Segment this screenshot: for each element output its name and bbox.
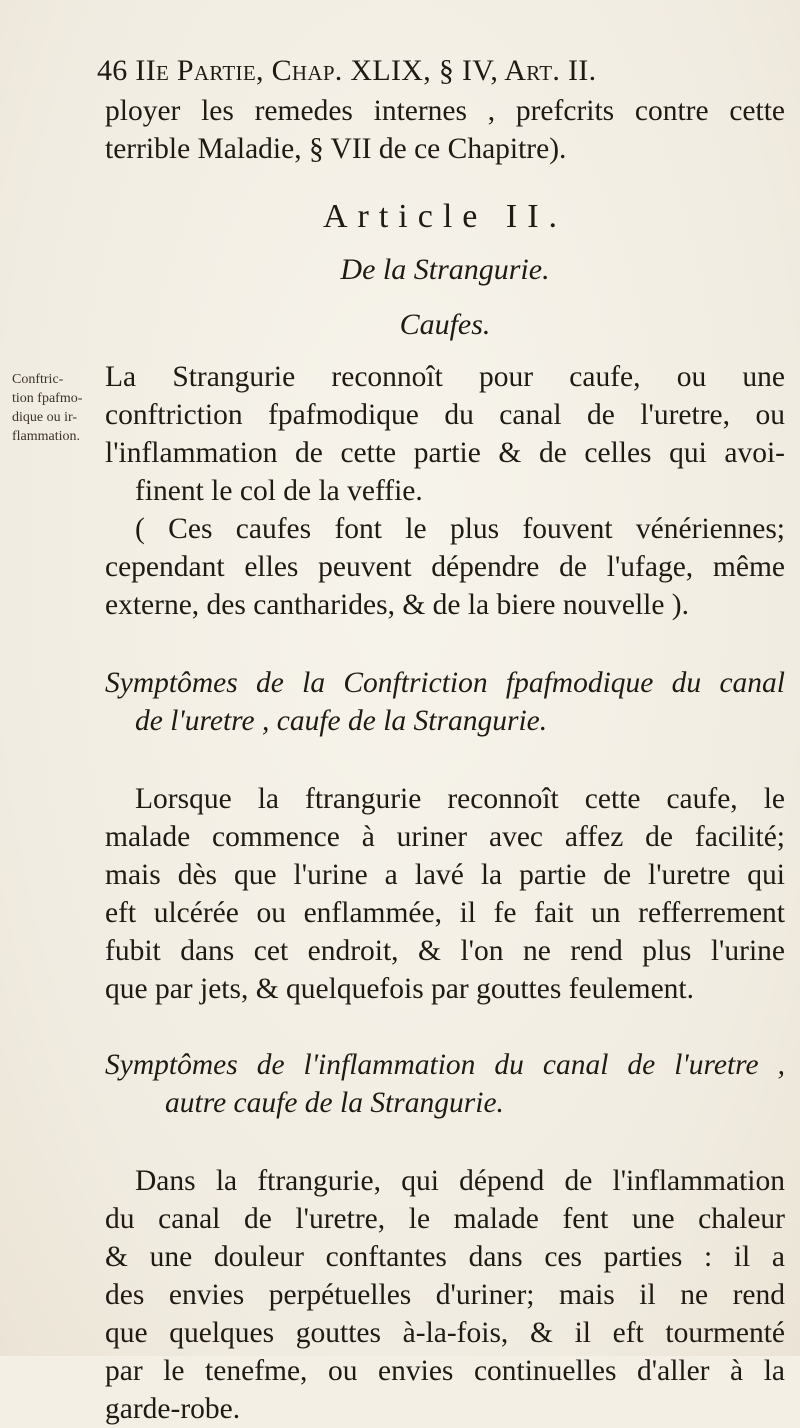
margin-note xyxy=(12,370,102,446)
text-line: finent le col de la veffie. xyxy=(135,475,423,507)
text-line: externe, des cantharides, & de la biere nouvelle ). xyxy=(105,589,690,621)
text-line: des envies perpétuelles d'uriner; mais il ne rend xyxy=(105,1279,785,1311)
section-title: De la Strangurie. xyxy=(340,253,550,286)
text-line: ployer les remedes internes , prefcrits contre cette xyxy=(105,95,785,127)
text-line: Dans la ftrangurie, qui dépend de l'inflammation xyxy=(135,1165,785,1197)
running-header xyxy=(97,54,596,88)
causes-title: Caufes. xyxy=(399,308,491,341)
text-line: du canal de l'uretre, le malade fent une chaleur xyxy=(105,1203,785,1235)
margin-note-line: Conftric- xyxy=(12,372,64,387)
text-line: mais dès que l'urine a lavé la partie de l'uretre qui xyxy=(105,859,785,891)
margin-note-line: dique ou ir- xyxy=(12,410,78,425)
margin-note-line: tion fpafmo- xyxy=(12,391,83,406)
heading-inflammation xyxy=(105,1046,785,1122)
text-line: que par jets, & quelquefois par gouttes feulement. xyxy=(105,973,695,1005)
text-line: eft ulcérée ou enflammée, il fe fait un refferrement xyxy=(105,897,785,929)
paragraph-symptoms-inflammation xyxy=(105,1162,785,1428)
text-line: & une douleur conftantes dans ces parties : il a xyxy=(105,1241,785,1273)
article-title: Article II. xyxy=(322,198,568,235)
running-title: IIe Partie, Chap. XLIX, § IV, Art. II. xyxy=(135,54,597,87)
text-line: fubit dans cet endroit, & l'on ne rend plus l'urine xyxy=(105,935,785,967)
text-line: par le tenefme, ou envies continuelles d'aller à la xyxy=(105,1355,785,1387)
page-number: 46 xyxy=(97,54,128,87)
text-line: que quelques gouttes à-la-fois, & il eft tourmenté xyxy=(105,1317,785,1349)
text-line: terrible Maladie, § VII de ce Chapitre). xyxy=(105,133,567,165)
heading-constriction xyxy=(105,664,785,740)
paragraph-causes xyxy=(105,358,785,510)
text-line: l'inflammation de cette partie & de celles qui avoi- xyxy=(105,437,785,469)
text-line: conftriction fpafmodique du canal de l'uretre, ou xyxy=(105,399,785,431)
heading-line: de l'uretre , caufe de la Strangurie. xyxy=(135,705,548,737)
text-line: cependant elles peuvent dépendre de l'ufage, même xyxy=(105,551,785,583)
intro-text xyxy=(105,92,785,168)
text-line: malade commence à uriner avec affez de facilité; xyxy=(105,821,785,853)
heading-line: autre caufe de la Strangurie. xyxy=(165,1087,504,1119)
text-line: La Strangurie reconnoît pour caufe, ou une xyxy=(105,361,785,393)
text-line: ( Ces caufes font le plus fouvent vénériennes; xyxy=(135,513,785,545)
margin-note-line: flammation. xyxy=(12,429,81,444)
heading-line: Symptômes de la Conftriction fpafmodique du canal xyxy=(105,667,785,699)
text-line: Lorsque la ftrangurie reconnoît cette caufe, le xyxy=(135,783,785,815)
heading-line: Symptômes de l'inflammation du canal de l'uretre , xyxy=(105,1049,785,1081)
paragraph-symptoms-constriction xyxy=(105,780,785,1008)
paragraph-venereal xyxy=(105,510,785,624)
text-line: garde-robe. xyxy=(105,1393,241,1425)
